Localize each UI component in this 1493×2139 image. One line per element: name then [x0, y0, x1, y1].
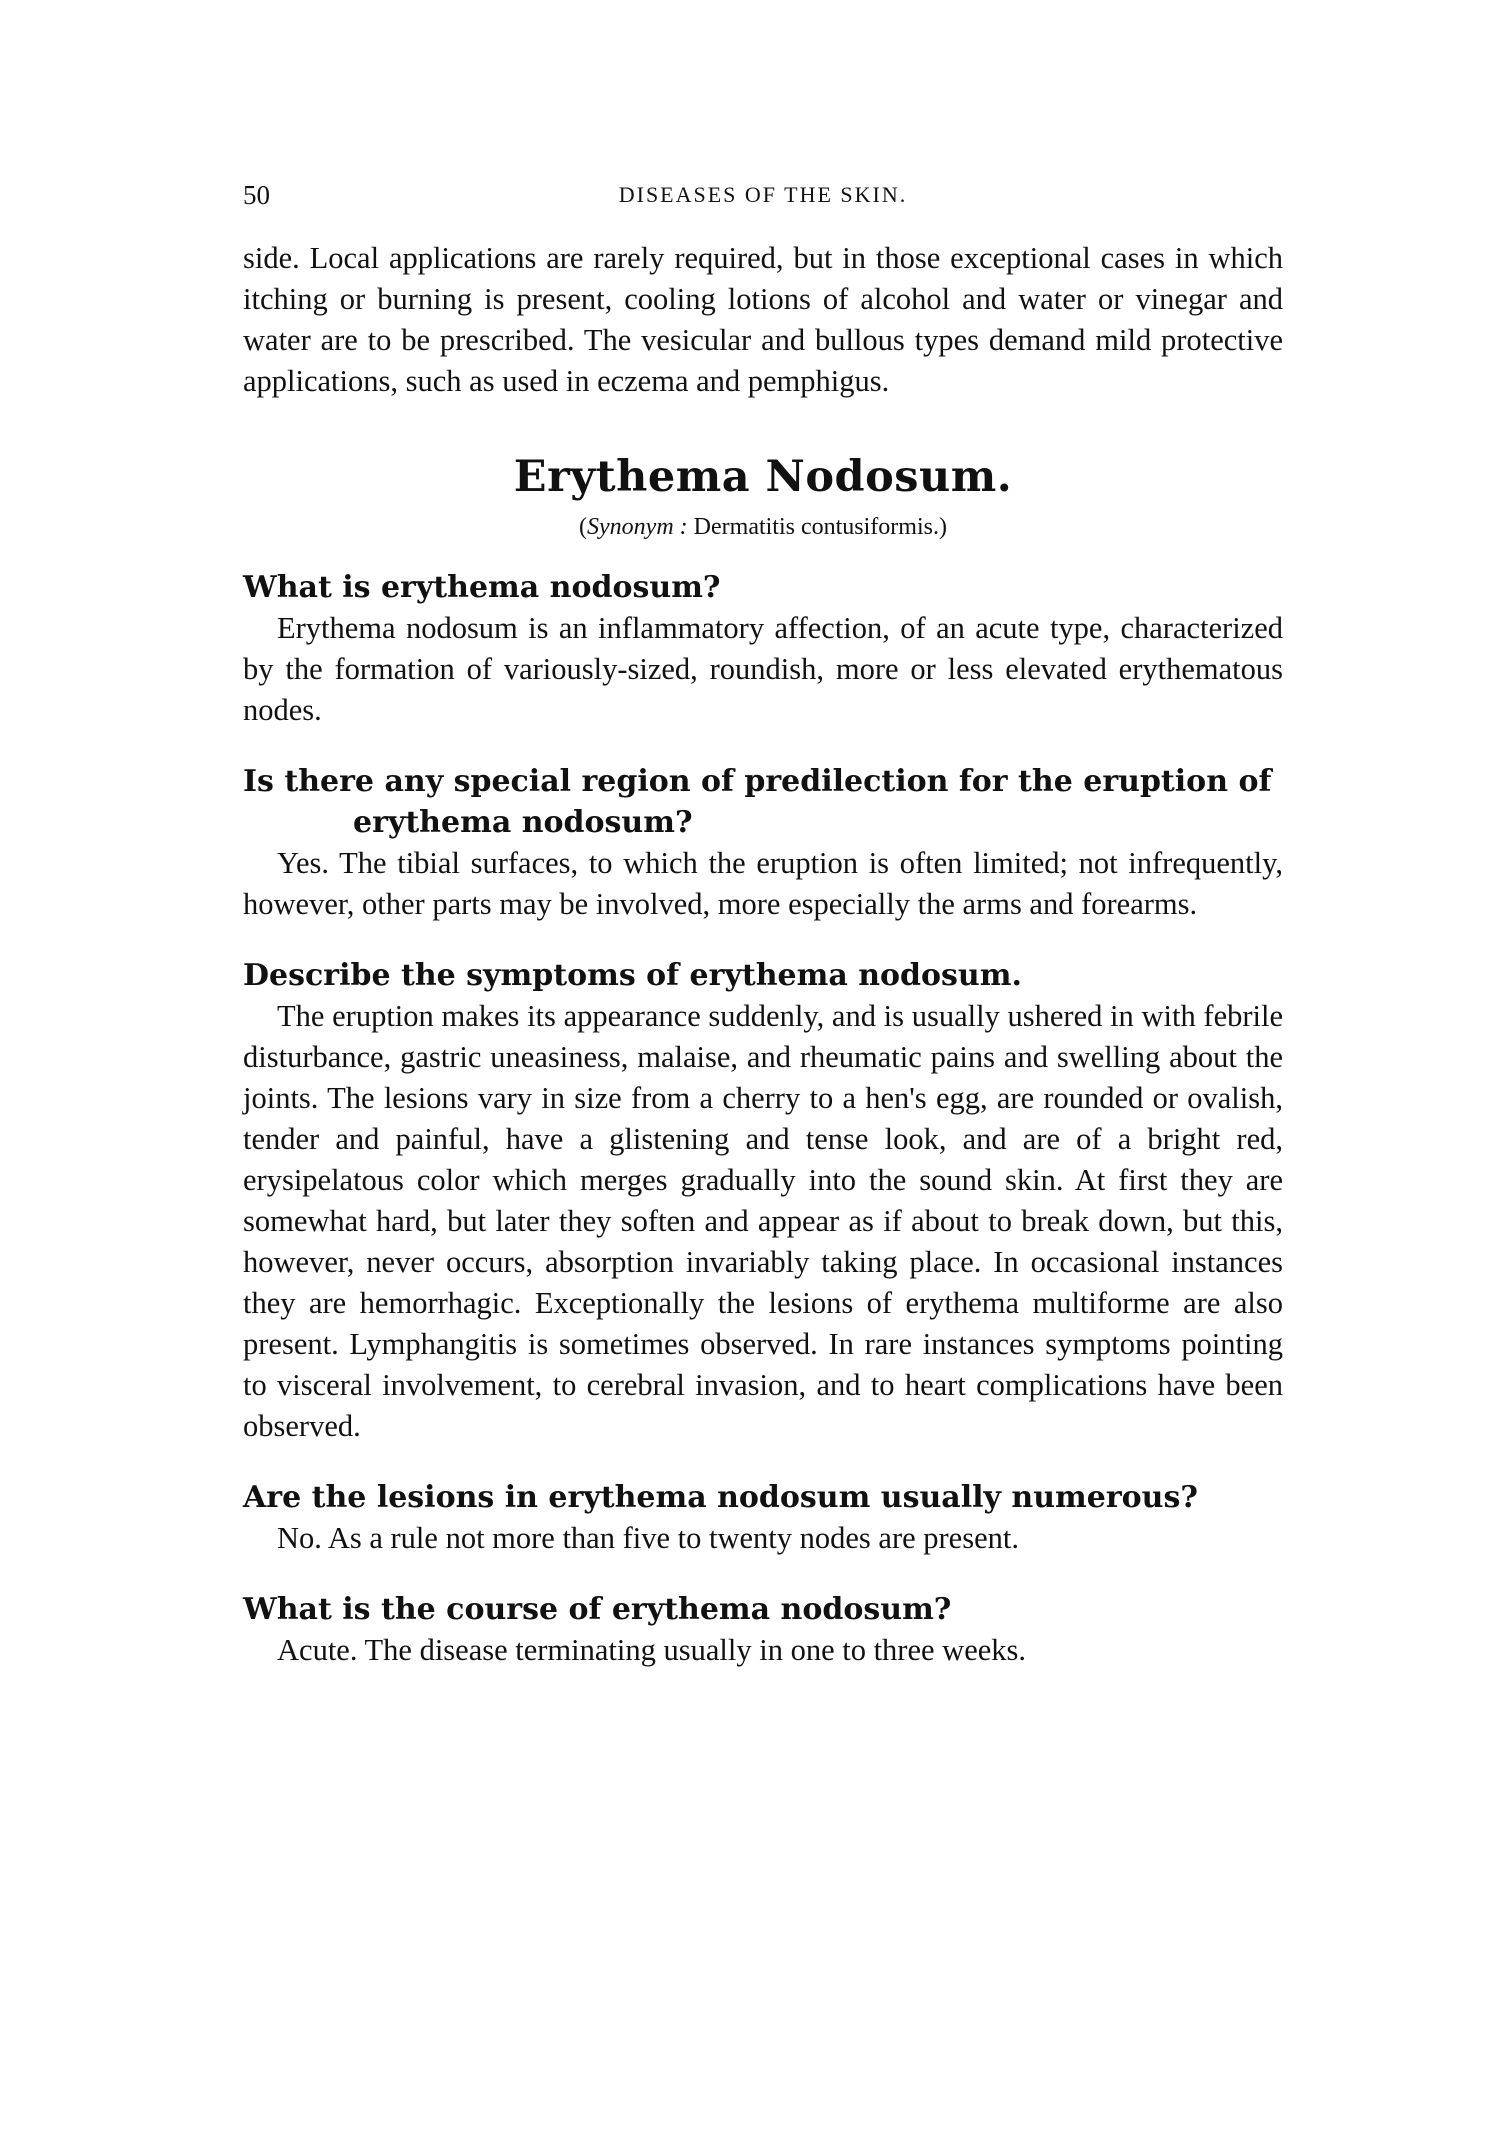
- answer-3: The eruption makes its appearance suddenly, and is usually ushered in with febrile disturbance, gastric uneasiness, malaise, and rheumatic pains and swelling about the joints. The lesions vary in size from a cherry to a hen's egg, are rounded or ovalish, tender and painful, have a glistening and tense look, and are of a bright red, erysipelatous color which merges gradually into the sound skin. At first they are somewhat hard, but later they soften and appear as if about to break down, but this, however, never occurs, absorption invariably taking place. In occasional instances they are hemorrhagic. Exceptionally the lesions of erythema multiforme are also present. Lymphangitis is sometimes observed. In rare instances symptoms pointing to visceral involvement, to cerebral invasion, and to heart complications have been observed.: [243, 999, 1283, 1443]
- question-4: Are the lesions in erythema nodosum usually numerous?: [243, 1480, 1198, 1515]
- book-page: [243, 180, 1283, 1671]
- page-number: 50: [243, 180, 270, 210]
- answer-2: Yes. The tibial surfaces, to which the eruption is often limited; not infrequently, however, other parts may be involved, more especially the arms and forearms.: [243, 846, 1283, 921]
- answer-4: No. As a rule not more than five to twenty nodes are present.: [277, 1521, 1019, 1555]
- question-2: Is there any special region of predilection for the eruption of erythema nodosum?: [243, 764, 1272, 840]
- running-head: [243, 180, 1283, 220]
- intro-paragraph: side. Local applications are rarely required, but in those exceptional cases in which itching or burning is present, cooling lotions of alcohol and water or vinegar and water are to be prescribed. The vesicular and bullous types demand mild protective applications, such as used in eczema and pemphigus.: [243, 241, 1283, 398]
- question-1: What is erythema nodosum?: [243, 570, 721, 605]
- section-title: Erythema Nodosum.: [513, 452, 1013, 502]
- synonym-label: Synonym :: [587, 514, 688, 540]
- running-head-title: DISEASES OF THE SKIN.: [618, 182, 908, 207]
- answer-1: Erythema nodosum is an inflammatory affection, of an acute type, characterized by the formation of variously-sized, roundish, more or less elevated erythematous nodes.: [243, 611, 1283, 727]
- answer-5: Acute. The disease terminating usually in one to three weeks.: [277, 1633, 1027, 1667]
- synonym-text: Dermatitis contusiformis.): [693, 514, 947, 540]
- question-5: What is the course of erythema nodosum?: [243, 1592, 952, 1627]
- question-3: Describe the symptoms of erythema nodosum.: [243, 958, 1022, 993]
- synonym-line: [243, 514, 1283, 541]
- synonym-open-paren: (: [579, 514, 588, 540]
